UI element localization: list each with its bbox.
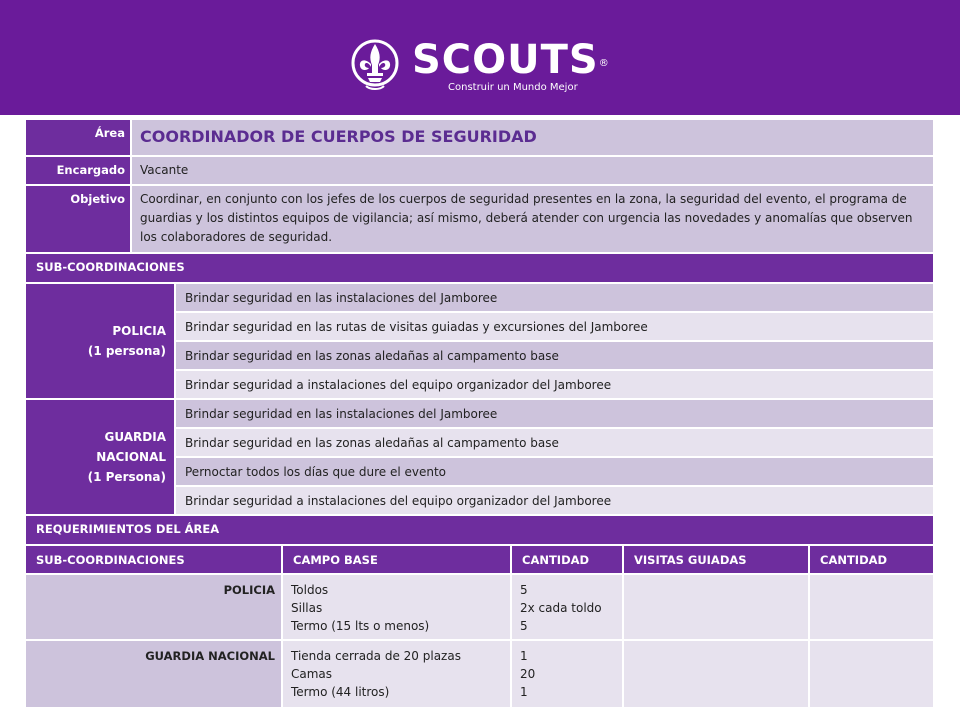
- fleur-de-lis-icon: [350, 38, 400, 94]
- brand-tagline: Construir un Mundo Mejor: [448, 82, 578, 93]
- campo-base-list: Toldos Sillas Termo (15 lts o menos): [283, 575, 510, 639]
- task-item: Brindar seguridad en las instalaciones del Jamboree: [176, 284, 933, 311]
- visitas-cell: [624, 575, 808, 639]
- task-item: Pernoctar todos los días que dure el evento: [176, 458, 933, 485]
- group-name-policia: POLICIA (1 persona): [26, 284, 174, 398]
- cantidad-list: 1 20 1: [512, 641, 622, 707]
- task-item: Brindar seguridad en las instalaciones del Jamboree: [176, 400, 933, 427]
- req-row-name: POLICIA: [26, 575, 281, 639]
- req-row-name: GUARDIA NACIONAL: [26, 641, 281, 707]
- cantidad-list: 5 2x cada toldo 5: [512, 575, 622, 639]
- objetivo-label: Objetivo: [26, 186, 130, 252]
- encargado-value: Vacante: [132, 157, 933, 184]
- area-label: Área: [26, 120, 130, 155]
- scouts-logo: [350, 38, 610, 98]
- objetivo-value: Coordinar, en conjunto con los jefes de los cuerpos de seguridad presentes en la zona, la seguridad del evento, el programa de guardias y los distintos equipos de vigilancia; así mismo, deberá atender con urgencia las novedades y anomalías que observen los colaboradores de seguridad.: [132, 186, 933, 252]
- area-title: COORDINADOR DE CUERPOS DE SEGURIDAD: [132, 120, 933, 155]
- task-item: Brindar seguridad a instalaciones del equipo organizador del Jamboree: [176, 371, 933, 398]
- visitas-cell: [624, 641, 808, 707]
- column-header: VISITAS GUIADAS: [624, 546, 808, 573]
- cantidad2-cell: [810, 641, 933, 707]
- brand-name: SCOUTS®: [412, 37, 610, 83]
- task-item: Brindar seguridad a instalaciones del equipo organizador del Jamboree: [176, 487, 933, 514]
- column-header: CANTIDAD: [512, 546, 622, 573]
- group-name-guardia: GUARDIA NACIONAL (1 Persona): [26, 400, 174, 514]
- subcoordinaciones-heading: SUB-COORDINACIONES: [26, 254, 933, 282]
- encargado-label: Encargado: [26, 157, 130, 184]
- column-header: CAMPO BASE: [283, 546, 510, 573]
- campo-base-list: Tienda cerrada de 20 plazas Camas Termo (44 litros): [283, 641, 510, 707]
- column-header: CANTIDAD: [810, 546, 933, 573]
- task-item: Brindar seguridad en las rutas de visitas guiadas y excursiones del Jamboree: [176, 313, 933, 340]
- column-header: SUB-COORDINACIONES: [26, 546, 281, 573]
- requerimientos-heading: REQUERIMIENTOS DEL ÁREA: [26, 516, 933, 544]
- task-item: Brindar seguridad en las zonas aledañas al campamento base: [176, 429, 933, 456]
- task-item: Brindar seguridad en las zonas aledañas al campamento base: [176, 342, 933, 369]
- cantidad2-cell: [810, 575, 933, 639]
- header-banner: [0, 0, 960, 115]
